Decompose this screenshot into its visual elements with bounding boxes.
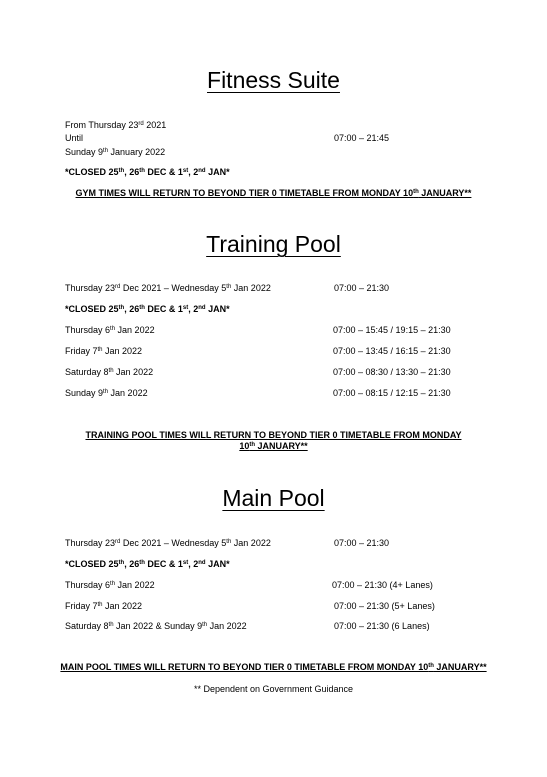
main-pool-title: Main Pool bbox=[222, 485, 325, 511]
gym-return-notice: GYM TIMES WILL RETURN TO BEYOND TIER 0 TIMETABLE FROM MONDAY 10th JANUARY** bbox=[75, 188, 472, 198]
training-row-hours: 07:00 – 15:45 / 19:15 – 21:30 bbox=[333, 325, 451, 335]
fitness-hours: 07:00 – 21:45 bbox=[334, 133, 390, 143]
main-range-hours: 07:00 – 21:30 bbox=[334, 538, 390, 548]
main-row-date: Friday 7th Jan 2022 bbox=[65, 601, 143, 611]
training-row-date: Sunday 9th Jan 2022 bbox=[65, 388, 148, 398]
main-row-hours: 07:00 – 21:30 (4+ Lanes) bbox=[332, 580, 433, 590]
fitness-suite-title: Fitness Suite bbox=[207, 67, 340, 93]
training-closed-notice: *CLOSED 25th, 26th DEC & 1st, 2nd JAN* bbox=[65, 304, 230, 314]
main-weekend-date: Saturday 8th Jan 2022 & Sunday 9th Jan 2022 bbox=[65, 621, 247, 631]
training-row-hours: 07:00 – 13:45 / 16:15 – 21:30 bbox=[333, 346, 451, 356]
fitness-closed-notice: *CLOSED 25th, 26th DEC & 1st, 2nd JAN* bbox=[65, 167, 230, 177]
training-row-date: Thursday 6th Jan 2022 bbox=[65, 325, 155, 335]
training-row-hours: 07:00 – 08:30 / 13:30 – 21:30 bbox=[333, 367, 451, 377]
government-guidance-footnote: ** Dependent on Government Guidance bbox=[193, 684, 354, 694]
training-row-date: Friday 7th Jan 2022 bbox=[65, 346, 143, 356]
main-date-range: Thursday 23rd Dec 2021 – Wednesday 5th Jan 2022 bbox=[65, 538, 271, 548]
main-closed-notice: *CLOSED 25th, 26th DEC & 1st, 2nd JAN* bbox=[65, 559, 230, 569]
main-row-date: Thursday 6th Jan 2022 bbox=[65, 580, 155, 590]
main-row-hours: 07:00 – 21:30 (5+ Lanes) bbox=[334, 601, 435, 611]
training-row-date: Saturday 8th Jan 2022 bbox=[65, 367, 154, 377]
training-return-notice: TRAINING POOL TIMES WILL RETURN TO BEYOND TIER 0 TIMETABLE FROM MONDAY 10th JANUARY** bbox=[85, 430, 462, 451]
fitness-from-date: From Thursday 23rd 2021 bbox=[65, 120, 167, 130]
main-weekend-hours: 07:00 – 21:30 (6 Lanes) bbox=[334, 621, 430, 631]
training-row-hours: 07:00 – 08:15 / 12:15 – 21:30 bbox=[333, 388, 451, 398]
fitness-until-label: Until bbox=[65, 133, 84, 143]
training-date-range: Thursday 23rd Dec 2021 – Wednesday 5th Jan 2022 bbox=[65, 283, 271, 293]
fitness-to-date: Sunday 9th January 2022 bbox=[65, 147, 166, 157]
training-pool-title: Training Pool bbox=[206, 231, 341, 257]
main-return-notice: MAIN POOL TIMES WILL RETURN TO BEYOND TIER 0 TIMETABLE FROM MONDAY 10th JANUARY** bbox=[60, 662, 487, 672]
training-range-hours: 07:00 – 21:30 bbox=[334, 283, 390, 293]
